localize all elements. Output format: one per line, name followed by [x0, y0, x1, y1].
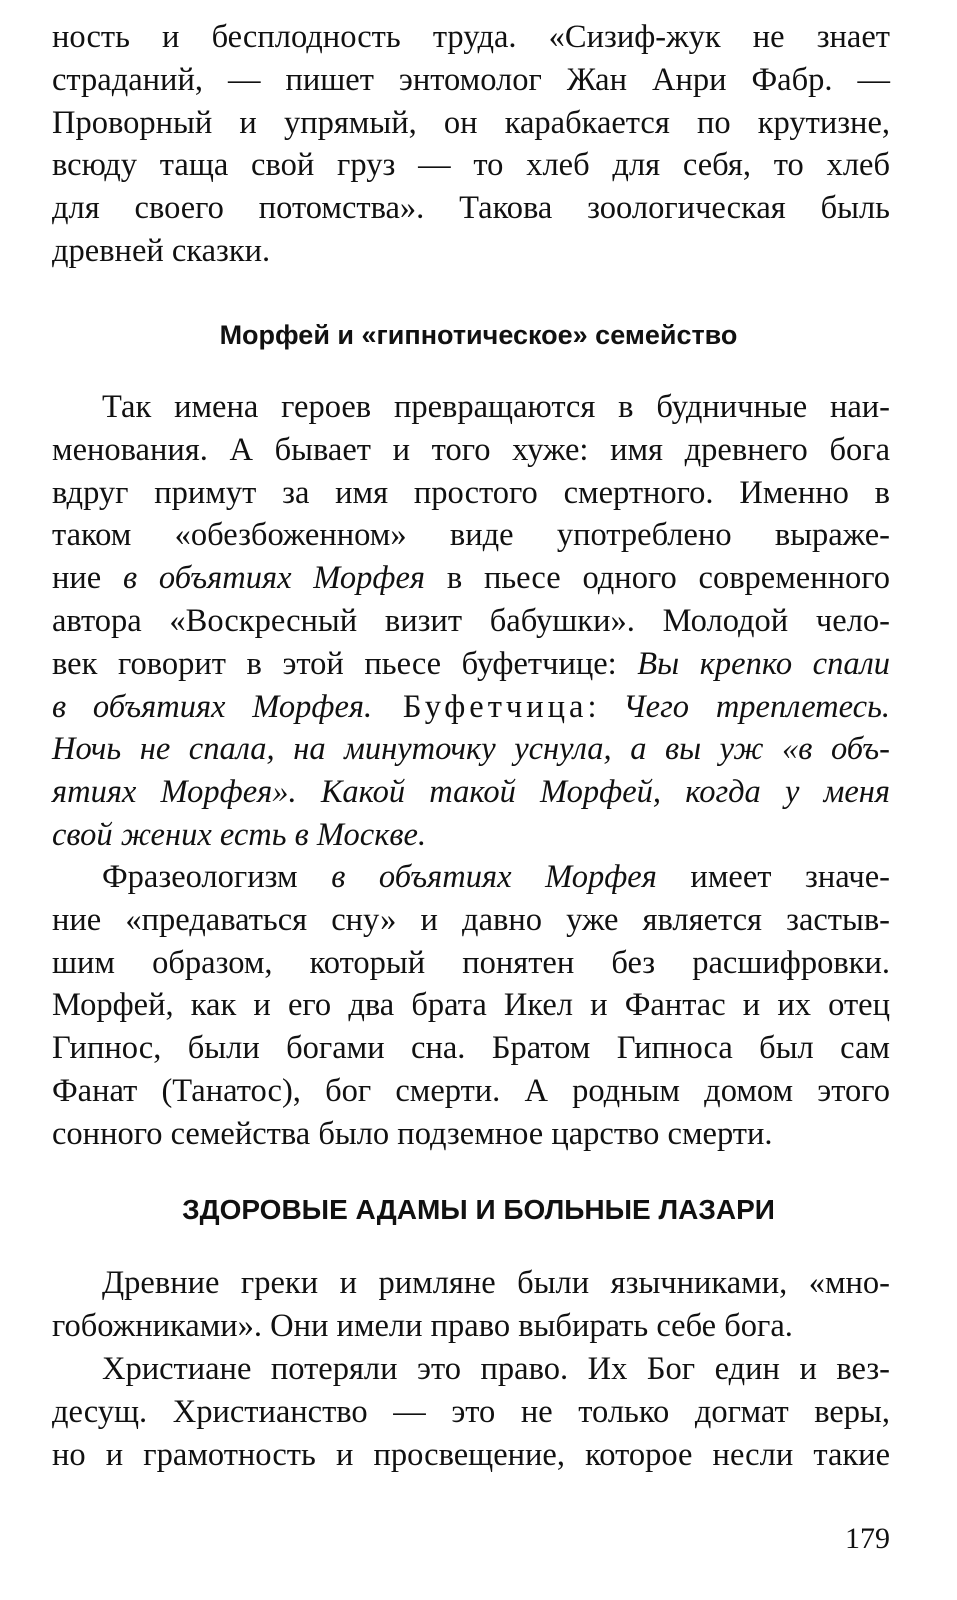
paragraph-intro [52, 16, 890, 273]
text-line [52, 643, 890, 686]
text-line: десущ. Христианство — это не только догмат веры, [52, 1393, 890, 1430]
text-line [52, 686, 890, 729]
text-line: шим образом, который понятен без расшифровки. [52, 944, 890, 981]
spaced-word: Буфетчица [372, 688, 588, 725]
text-line: менования. А бывает и того хуже: имя древнего бога [52, 431, 890, 468]
text-line: Гипнос, были богами сна. Братом Гипноса был сам [52, 1030, 890, 1067]
text-line [52, 856, 890, 899]
text-line: гобожниками». Они имели право выбирать себе бога. [52, 1307, 793, 1344]
page-number: 179 [845, 1522, 890, 1555]
italic-phrase: в объятиях Морфея [331, 859, 657, 895]
text-run: век говорит в этой пьесе буфетчице: [52, 645, 638, 682]
text-line: таком «обезбоженном» виде употреблено выраже- [52, 517, 890, 554]
text-line: ятиях Морфея». Какой такой Морфей, когда у меня [52, 774, 890, 811]
text-line: Проворный и упрямый, он карабкается по крутизне, [52, 104, 890, 141]
paragraph-morpheus-2 [52, 856, 890, 1156]
text-line: всюду таща свой груз — то хлеб для себя, то хлеб [52, 147, 890, 184]
text-line: Древние греки и римляне были язычниками, «мно- [102, 1265, 890, 1301]
italic-phrase: в объятиях Морфея. [52, 688, 373, 725]
italic-phrase: Вы крепко спали [637, 645, 890, 682]
text-line: автора «Воскресный визит бабушки». Молодой чело- [52, 602, 890, 639]
text-line: древней сказки. [52, 232, 271, 269]
text-line: для своего потомства». Такова зоологическая быль [52, 190, 890, 227]
text-line: Христиане потеряли это право. Их Бог един и вез- [102, 1351, 890, 1387]
paragraph-adams-1 [52, 1262, 890, 1348]
text-line: страданий, — пишет энтомолог Жан Анри Фабр. — [52, 61, 890, 98]
text-line [52, 557, 890, 600]
text-run: Фразеологизм [102, 859, 332, 895]
text-line: Фанат (Танатос), бог смерти. А родным домом этого [52, 1072, 890, 1109]
text-line: вдруг примут за имя простого смертного. Именно в [52, 474, 890, 511]
section-heading-adams: ЗДОРОВЫЕ АДАМЫ И БОЛЬНЫЕ ЛАЗАРИ [182, 1194, 775, 1225]
text-line: ность и бесплодность труда. «Сизиф-жук не знает [52, 19, 890, 55]
paragraph-adams-2 [52, 1348, 890, 1476]
text-run: имеет значе- [656, 859, 891, 895]
text-line: ние «предаваться сну» и давно уже является застыв- [52, 901, 890, 938]
text-line: но и грамотность и просвещение, которое несли такие [52, 1436, 890, 1473]
italic-phrase: в объятиях Морфея [123, 560, 426, 597]
paragraph-morpheus-1 [52, 386, 890, 857]
text-run: в пьесе одного современного [425, 560, 891, 597]
text-line: Ночь не спала, на минуточку уснула, а вы уж «в объ- [52, 731, 890, 768]
text-run: : [587, 688, 624, 725]
text-line: Морфей, как и его два брата Икел и Фантас и их отец [52, 987, 890, 1024]
text-line: сонного семейства было подземное царство смерти. [52, 1115, 773, 1152]
italic-phrase: Чего треплетесь. [623, 688, 890, 725]
text-run: ние [52, 560, 124, 597]
text-line: Так имена героев превращаются в будничные наи- [102, 389, 890, 425]
section-heading-morpheus: Морфей и «гипнотическое» семейство [219, 320, 738, 350]
text-line: свой жених есть в Москве. [52, 816, 427, 853]
